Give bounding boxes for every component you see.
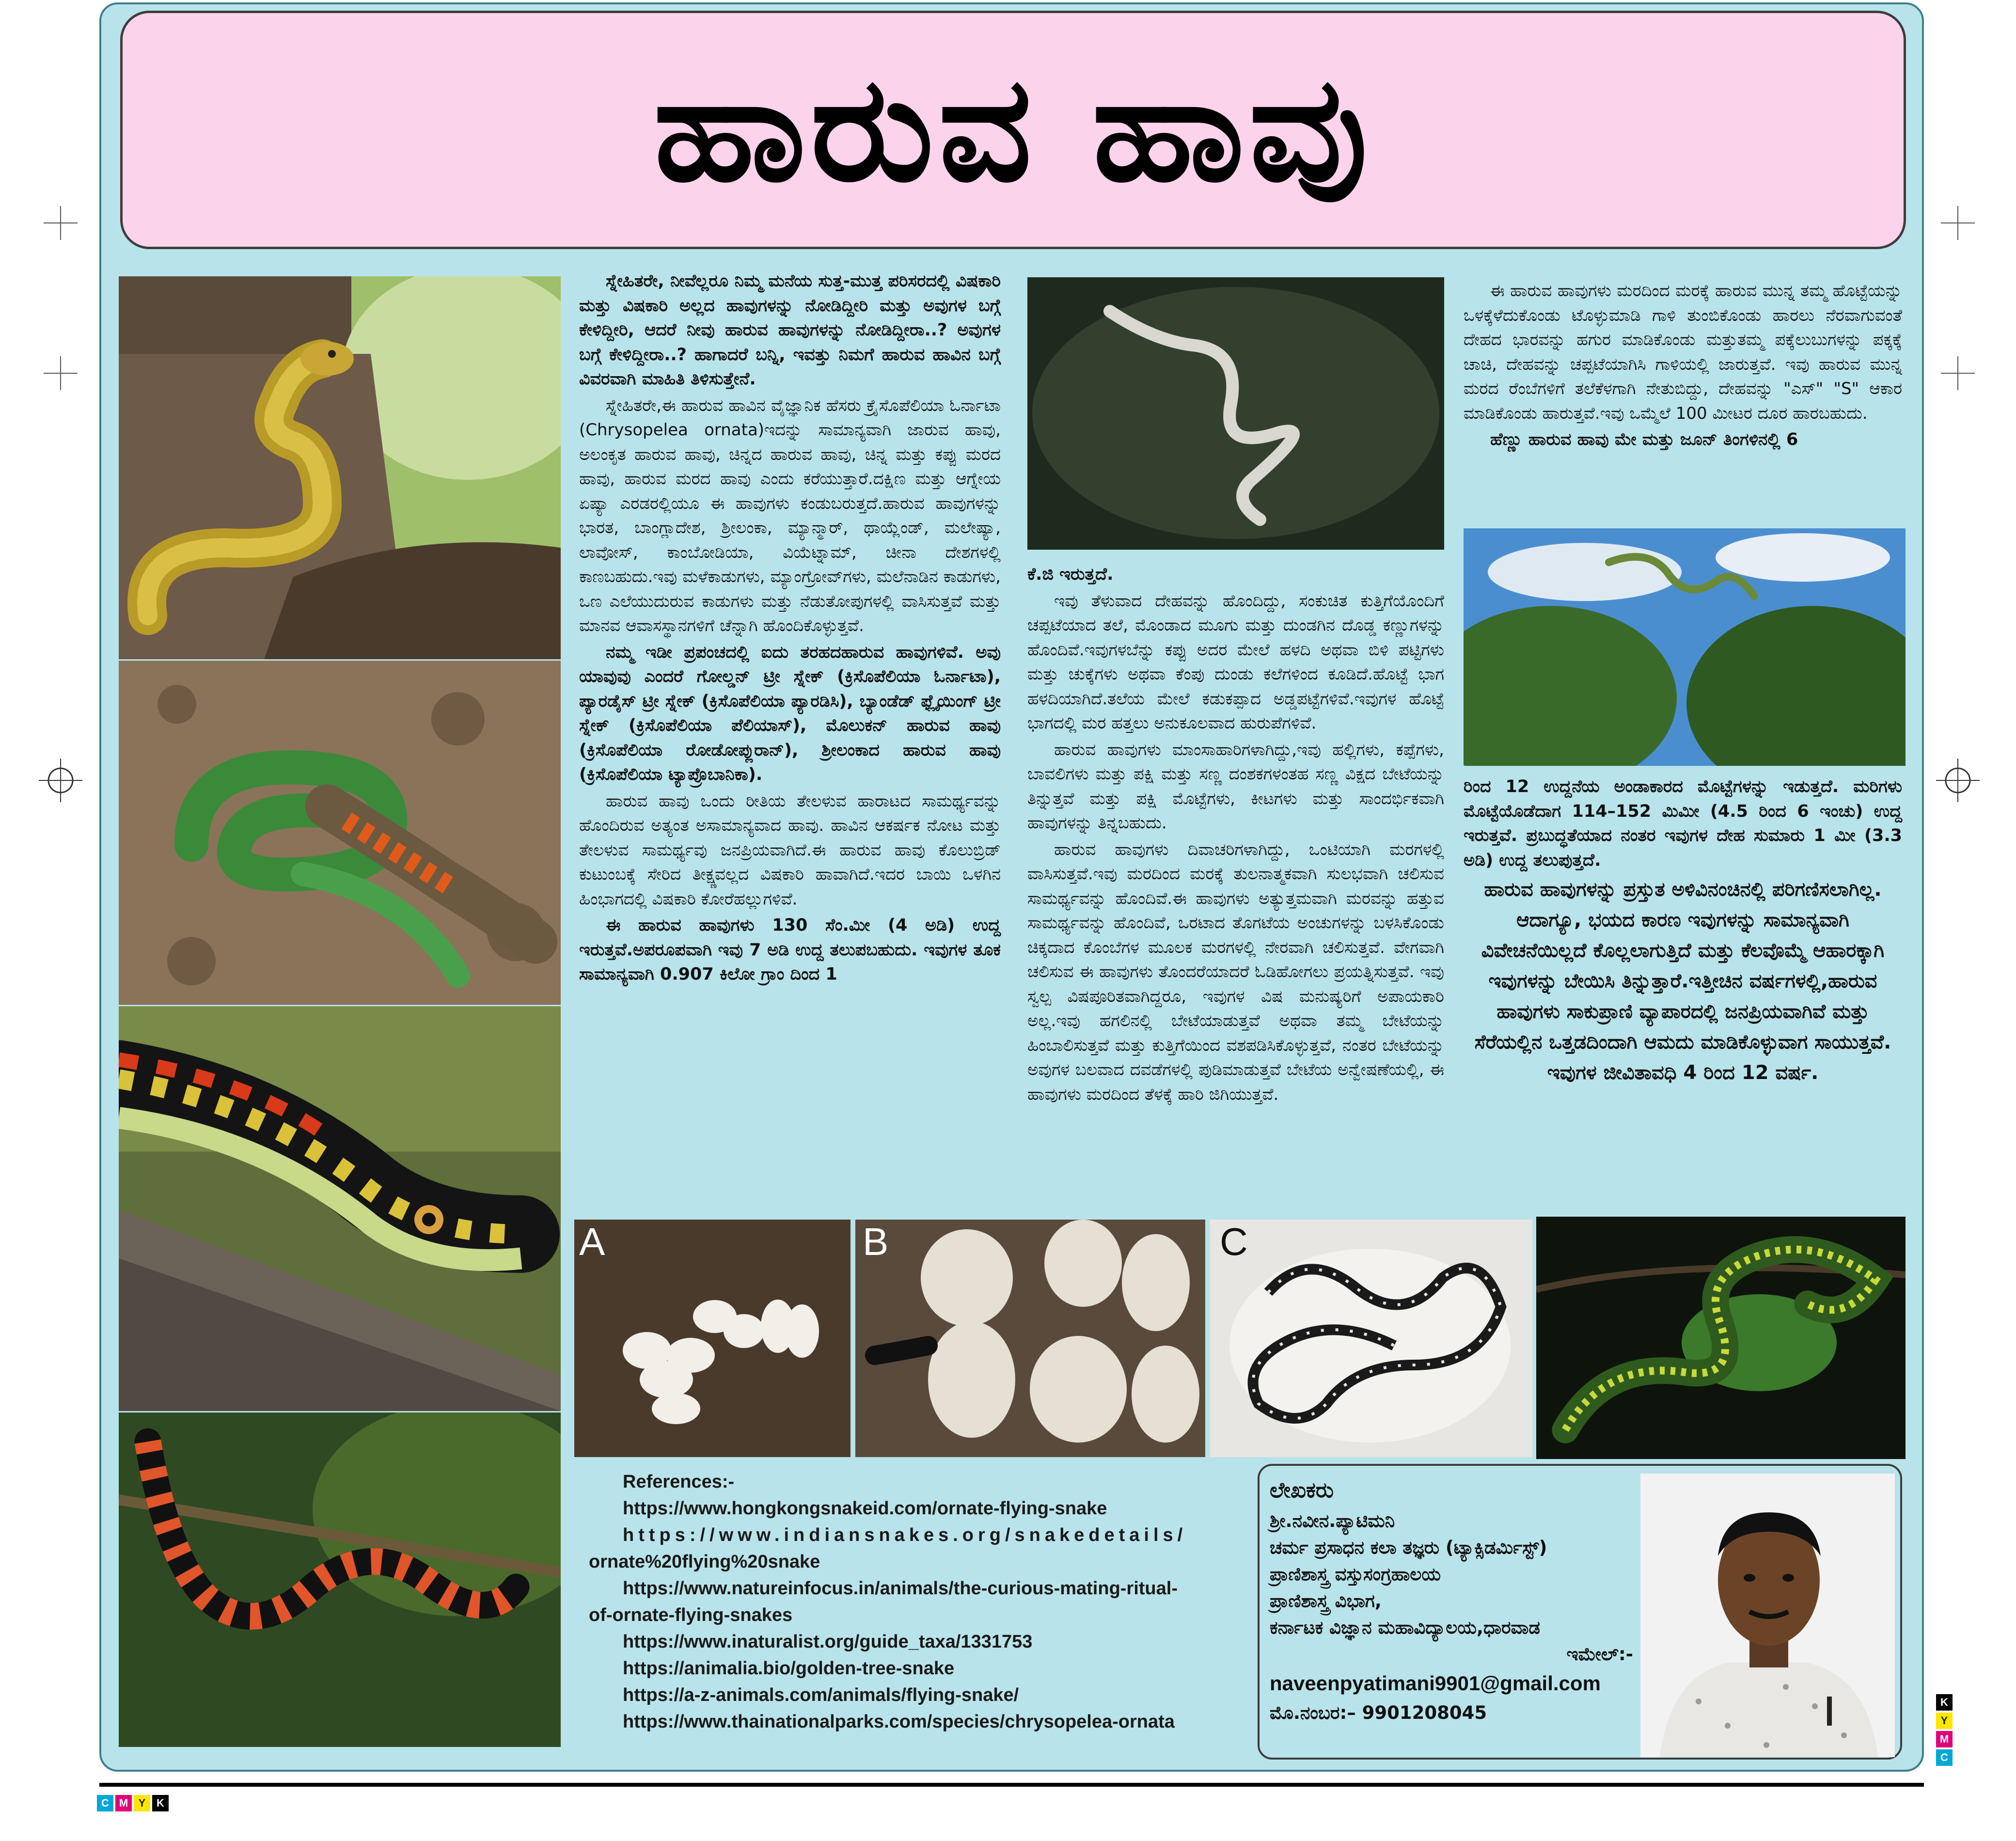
reference-link-continued[interactable]: ornate%20flying%20snake xyxy=(589,1552,820,1572)
photo-label-a: A xyxy=(579,1220,605,1263)
photo-flying-snake-gliding xyxy=(1027,277,1444,550)
paragraph-weight-end: ಕೆ.ಜಿ ಇರುತ್ತದೆ. xyxy=(1027,565,1114,584)
photo-hatchlings-c xyxy=(1210,1220,1532,1457)
crop-mark-left-2 xyxy=(44,356,78,390)
cmyk-swatch-magenta: M xyxy=(115,1795,132,1811)
photo-paradise-tree-snake xyxy=(1536,1217,1906,1459)
photo-snake-eating-lizard xyxy=(119,661,561,1005)
author-department: ಪ್ರಾಣಿಶಾಸ್ತ್ರ ವಿಭಾಗ, xyxy=(1270,1590,1382,1611)
reference-link[interactable]: https://www.indiansnakes.org/snakedetails/ xyxy=(623,1525,1187,1545)
article-column-2 xyxy=(1027,562,1444,1109)
author-heading: ಲೇಖಕರು xyxy=(1270,1478,1334,1503)
author-email-label: ಇಮೇಲ್:- xyxy=(1566,1644,1633,1665)
reference-link[interactable]: https://www.thainationalparks.com/species/chrysopelea-ornata xyxy=(623,1712,1175,1732)
paragraph-conservation: ಹಾರುವ ಹಾವುಗಳನ್ನು ಪ್ರಸ್ತುತ ಅಳಿವಿನಂಚಿನಲ್ಲಿ ಪರಿಗಣಿಸಲಾಗಿಲ್ಲ. ಆದಾಗ್ಯೂ, ಭಯದ ಕಾರಣ ಇವುಗಳನ್ನು ಸಾಮಾನ್ಯವಾಗಿ ವಿವೇಚನೆಯಿಲ್ಲದೆ ಕೊಲ್ಲಲಾಗುತ್ತಿದೆ ಮತ್ತು ಕೆಲವೊಮ್ಮೆ ಆಹಾರಕ್ಕಾಗಿ ಇವುಗಳನ್ನು ಬೇಯಿಸಿ ತಿನ್ನುತ್ತಾರೆ.ಇತ್ತೀಚಿನ ವರ್ಷಗಳಲ್ಲಿ,ಹಾರುವ ಹಾವುಗಳು ಸಾಕುಪ್ರಾಣಿ ವ್ಯಾಪಾರದಲ್ಲಿ ಜನಪ್ರಿಯವಾಗಿವೆ ಮತ್ತು ಸೆರೆಯಲ್ಲಿನ ಒತ್ತಡದಿಂದಾಗಿ ಆಮದು ಮಾಡಿಕೊಳ್ಳುವಾಗ ಸಾಯುತ್ತವೆ. ಇವುಗಳ ಜೀವಿತಾವಧಿ 4 ರಿಂದ 12 ವರ್ಷ. xyxy=(1474,878,1891,1084)
cmyk-bar-side xyxy=(1936,1694,1953,1766)
cmyk-swatch-yellow: Y xyxy=(134,1795,150,1811)
crop-mark-top-right xyxy=(1941,206,1975,240)
paragraph-diet: ಹಾರುವ ಹಾವುಗಳು ಮಾಂಸಾಹಾರಿಗಳಾಗಿದ್ದು,ಇವು ಹಲ್ಲಿಗಳು, ಕಪ್ಪೆಗಳು, ಬಾವಲಿಗಳು ಮತ್ತು ಪಕ್ಷಿ ಮತ್ತು ಸಣ್ಣ ದಂಶಕಗಳಂತಹ ಸಣ್ಣ ವಿಕ್ಷದ ಬೇಟೆಯನ್ನು ತಿನ್ನುತ್ತವೆ ಮತ್ತು ಪಕ್ಷಿ ಮೊಟ್ಟೆಗಳು, ಕೀಟಗಳು ಮತ್ತು ಸಾಂದರ್ಭಿಕವಾಗಿ ಹಾವುಗಳನ್ನು ತಿನ್ನಬಹುದು. xyxy=(1027,740,1444,833)
cmyk-swatch-black: K xyxy=(1936,1694,1953,1711)
author-designation: ಚರ್ಮ ಪ್ರಸಾಧನ ಕಲಾ ತಜ್ಞರು (ಟ್ಯಾಕ್ಸಿಡರ್ಮಿಸ್ಟ್) xyxy=(1270,1537,1547,1558)
registration-target-right xyxy=(1936,759,1980,802)
photo-eggs-a xyxy=(574,1220,850,1457)
article-column-3 xyxy=(1464,279,1902,454)
cmyk-swatch-black: K xyxy=(152,1795,169,1811)
author-photo xyxy=(1640,1474,1895,1757)
author-details xyxy=(1270,1474,1633,1726)
author-name: ಶ್ರೀ.ನವೀನ.ಪ್ಯಾಟಿಮನಿ xyxy=(1270,1510,1395,1531)
photo-label-c: C xyxy=(1220,1220,1248,1263)
references-section xyxy=(589,1469,1233,1735)
crop-mark-top-left xyxy=(44,206,78,240)
cmyk-swatch-cyan: C xyxy=(97,1795,113,1811)
article-column-3b xyxy=(1464,775,1902,1090)
title-banner xyxy=(120,11,1906,249)
crop-mark-right-2 xyxy=(1941,356,1975,390)
paragraph-gliding-ability: ಹಾರುವ ಹಾವು ಒಂದು ರೀತಿಯ ತೇಲಳುವ ಹಾರಾಟದ ಸಾಮರ್ಥ್ಯವನ್ನು ಹೊಂದಿರುವ ಅತ್ಯಂತ ಅಸಾಮಾನ್ಯವಾದ ಹಾವು. ಹಾವಿನ ಆಕರ್ಷಕ ನೋಟ ಮತ್ತು ತೇಲಳುವ ಸಾಮರ್ಥ್ಯವು ಜನಪ್ರಿಯವಾಗಿದೆ.ಈ ಹಾರುವ ಹಾವು ಕೊಲುಬ್ರಿಡ್ ಕುಟುಂಬಕ್ಕೆ ಸೇರಿದ ತೀಕ್ಷ್ಣವಲ್ಲದ ವಿಷಕಾರಿ ಹಾವಾಗಿದೆ.ಇದರ ಬಾಯಿ ಒಳಗಿನ ಹಿಂಭಾಗದಲ್ಲಿ ವಿಷಕಾರಿ ಕೋರೆಹಲ್ಲುಗಳಿವೆ. xyxy=(579,791,1001,909)
article-title: ಹಾರುವ ಹಾವು xyxy=(653,44,1373,214)
reference-link[interactable]: https://www.inaturalist.org/guide_taxa/1331753 xyxy=(623,1632,1033,1652)
photo-snake-in-sky xyxy=(1464,528,1906,766)
paragraph-behaviour: ಹಾರುವ ಹಾವುಗಳು ದಿವಾಚರಿಗಳಾಗಿದ್ದು, ಒಂಟಿಯಾಗಿ ಮರಗಳಲ್ಲಿ ವಾಸಿಸುತ್ತವೆ.ಇವು ಮರದಿಂದ ಮರಕ್ಕೆ ತುಲನಾತ್ಮಕವಾಗಿ ಸುಲಭವಾಗಿ ಚಲಿಸುವ ಸಾಮರ್ಥ್ಯವನ್ನು ಹೊಂದಿವೆ.ಈ ಹಾವುಗಳು ಅತ್ಯುತ್ತಮವಾಗಿ ಮರವನ್ನು ಹತ್ತುವ ಸಾಮರ್ಥ್ಯವನ್ನು ಹೊಂದಿವೆ, ಒರಟಾದ ತೊಗಟೆಯ ಅಂಚುಗಳನ್ನು ಬಳಸಿಕೊಂಡು ಚಿಕ್ಕದಾದ ಕೊಂಬೆಗಳ ಮೂಲಕ ಮರಗಳಲ್ಲಿ ನೇರವಾಗಿ ಚಲಿಸುತ್ತವೆ. ವೇಗವಾಗಿ ಚಲಿಸುವ ಈ ಹಾವುಗಳು ತೊಂದರೆಯಾದರೆ ಓಡಿಹೋಗಲು ಪ್ರಯತ್ನಿಸುತ್ತವೆ. ಇವು ಸ್ವಲ್ಪ ವಿಷಪೂರಿತವಾಗಿದ್ದರೂ, ಇವುಗಳ ವಿಷ ಮನುಷ್ಯರಿಗೆ ಅಪಾಯಕಾರಿ ಅಲ್ಲ.ಇವು ಹಗಲಿನಲ್ಲಿ ಬೇಟೆಯಾಡುತ್ತವೆ ಅಥವಾ ತಮ್ಮ ಬೇಟೆಯನ್ನು ಹಿಂಬಾಲಿಸುತ್ತವೆ ಮತ್ತು ಕುತ್ತಿಗೆಯಿಂದ ವಶಪಡಿಸಿಕೊಳ್ಳುತ್ತವೆ, ನಂತರ ಬೇಟೆಯನ್ನು ಅವುಗಳ ಬಲವಾದ ದವಡೆಗಳಲ್ಲಿ ಪುಡಿಮಾಡುತ್ತವೆ ಬೇಟೆಯ ಅನ್ವೇಷಣೆಯಲ್ಲಿ, ಈ ಹಾವುಗಳು ಮರದಿಂದ ತೆಳಕ್ಕೆ ಹಾರಿ ಜಿಗಿಯುತ್ತವೆ. xyxy=(1027,840,1444,1104)
author-phone: ಮೊ.ನಂಬರ:– 9901208045 xyxy=(1270,1702,1487,1723)
paragraph-five-species: ನಮ್ಮ ಇಡೀ ಪ್ರಪಂಚದಲ್ಲಿ ಐದು ತರಹದಹಾರುವ ಹಾವುಗಳಿವೆ. ಅವು ಯಾವುವು ಎಂದರೆ ಗೋಲ್ಡನ್ ಟ್ರೀ ಸ್ನೇಕ್ (ಕ್ರಿಸೊಪೆಲಿಯಾ ಓರ್ನಾಟಾ), ಪ್ಯಾರಡೈಸ್ ಟ್ರೀ ಸ್ನೇಕ್ (ಕ್ರಿಸೊಪೆಲಿಯಾ ಪ್ಯಾರಡಿಸಿ), ಬ್ಯಾಂಡೆಡ್ ಫ್ಲೈಯಿಂಗ್ ಟ್ರೀ ಸ್ನೇಕ್ (ಕ್ರಿಸೊಪೆಲಿಯಾ ಪೆಲಿಯಾಸ್), ಮೊಲುಕನ್ ಹಾರುವ ಹಾವು (ಕ್ರಿಸೊಪೆಲಿಯಾ ರೋಡೋಪ್ಲುರಾನ್), ಶ್ರೀಲಂಕಾದ ಹಾರುವ ಹಾವು (ಕ್ರಿಸೊಪೆಲಿಯಾ ಟ್ಯಾಪ್ರೊಬಾನಿಕಾ). xyxy=(579,642,1001,784)
cmyk-swatch-magenta: M xyxy=(1936,1731,1953,1747)
photo-banded-snake-branch xyxy=(119,1412,561,1747)
paragraph-appearance: ಇವು ತೆಳುವಾದ ದೇಹವನ್ನು ಹೊಂದಿದ್ದು, ಸಂಕುಚಿತ ಕುತ್ತಿಗೆಯೊಂದಿಗೆ ಚಪ್ಪಟೆಯಾದ ತಲೆ, ಮೊಂಡಾದ ಮೂಗು ಮತ್ತು ದುಂಡಗಿನ ದೊಡ್ಡ ಕಣ್ಣುಗಳನ್ನು ಹೊಂದಿವೆ.ಇವುಗಳಬೆನ್ನು ಕಪ್ಪು ಅದರ ಮೇಲೆ ಹಳದಿ ಅಥವಾ ಬಿಳಿ ಪಟ್ಟಿಗಳು ಮತ್ತು ಚುಕ್ಕೆಗಳು ಅಥವಾ ಕೆಂಪು ದುಂಡು ಕಲೆಗಳಿಂದ ಕೂಡಿದೆ.ಹೊಟ್ಟೆ ಭಾಗ ಹಳದಿಯಾಗಿದೆ.ತಲೆಯ ಮೇಲೆ ಕಡುಕಪ್ಪಾದ ಅಡ್ಡಪಟ್ಟೆಗಳಿವೆ.ಇವುಗಳ ಹೊಟ್ಟೆ ಭಾಗದಲ್ಲಿ ಮರ ಹತ್ತಲು ಅನುಕೂಲವಾದ ಹುರುಪೆಗಳಿವೆ. xyxy=(1027,591,1444,733)
reference-link-continued[interactable]: of-ornate-flying-snakes xyxy=(589,1605,793,1625)
photo-snake-head-closeup xyxy=(119,1006,561,1411)
author-museum: ಪ್ರಾಣಿಶಾಸ್ತ್ರ ವಸ್ತುಸಂಗ್ರಹಾಲಯ xyxy=(1270,1564,1441,1585)
reference-link[interactable]: https://www.natureinfocus.in/animals/the-curious-mating-ritual- xyxy=(623,1578,1178,1599)
reference-link[interactable]: https://a-z-animals.com/animals/flying-snake/ xyxy=(623,1685,1019,1705)
page-divider-line xyxy=(99,1783,1924,1787)
photo-label-b: B xyxy=(863,1220,889,1263)
references-heading: References:- xyxy=(623,1472,735,1492)
paragraph-gliding-method: ಈ ಹಾರುವ ಹಾವುಗಳು ಮರದಿಂದ ಮರಕ್ಕೆ ಹಾರುವ ಮುನ್ನ ತಮ್ಮ ಹೊಟ್ಟೆಯನ್ನು ಒಳಕ್ಕೆಳೆದುಕೊಂಡು ಟೊಳ್ಳುಮಾಡಿ ಗಾಳಿ ತುಂಬಿಕೊಂಡು ಹಾರಲು ನೆರವಾಗುವಂತೆ ದೇಹದ ಭಾರವನ್ನು ಹಗುರ ಮಾಡಿಕೊಂಡು ಮತ್ತುತಮ್ಮ ಪಕ್ಕೆಲುಬುಗಳನ್ನು ಪಕ್ಕಕ್ಕೆ ಚಾಚಿ, ದೇಹವನ್ನು ಚಪ್ಪಟೆಯಾಗಿಸಿ ಗಾಳಿಯಲ್ಲಿ ಜಾರುತ್ತವೆ. ಇವು ಹಾರುವ ಮುನ್ನ ಮರದ ರೆಂಬೆಗಳಿಗೆ ತಲೆಕೆಳಗಾಗಿ ನೇತುಬಿದ್ದು, ದೇಹವನ್ನು "ಎಸ್" "S" ಆಕಾರ ಮಾಡಿಕೊಂಡು ಹಾರುತ್ತವೆ.ಇವು ಒಮ್ಮೆಲೆ 100 ಮೀಟರ ದೂರ ಹಾರಬಹುದು. xyxy=(1464,281,1902,423)
intro-paragraph: ಸ್ನೇಹಿತರೇ, ನೀವೆಲ್ಲರೂ ನಿಮ್ಮ ಮನೆಯ ಸುತ್ತ-ಮುತ್ತ ಪರಿಸರದಲ್ಲಿ ವಿಷಕಾರಿ ಮತ್ತು ವಿಷಕಾರಿ ಅಲ್ಲದ ಹಾವುಗಳನ್ನು ನೋಡಿದ್ದೀರಿ ಮತ್ತು ಅವುಗಳ ಬಗ್ಗೆ ಕೇಳಿದ್ದೀರಿ, ಆದರೆ ನೀವು ಹಾರುವ ಹಾವುಗಳನ್ನು ನೋಡಿದ್ದೀರಾ..? ಅವುಗಳ ಬಗ್ಗೆ ಕೇಳಿದ್ದೀರಾ..? ಹಾಗಾದರೆ ಬನ್ನಿ, ಇವತ್ತು ನಿಮಗೆ ಹಾರುವ ಹಾವಿನ ಬಗ್ಗೆ ವಿವರವಾಗಿ ಮಾಹಿತಿ ತಿಳಿಸುತ್ತೇನೆ. xyxy=(579,271,1001,389)
paragraph-breeding-start: ಹೆಣ್ಣು ಹಾರುವ ಹಾವು ಮೇ ಮತ್ತು ಜೂನ್ ತಿಂಗಳಿನಲ್ಲಿ 6 xyxy=(1490,430,1798,449)
author-college: ಕರ್ನಾಟಕ ವಿಜ್ಞಾನ ಮಹಾವಿದ್ಯಾಲಯ,ಧಾರವಾಡ xyxy=(1270,1617,1540,1638)
cmyk-bar-bottom xyxy=(97,1795,169,1811)
paragraph-eggs: ರಿಂದ 12 ಉದ್ದನೆಯ ಅಂಡಾಕಾರದ ಮೊಟ್ಟೆಗಳನ್ನು ಇಡುತ್ತದೆ. ಮರಿಗಳು ಮೊಟ್ಟೆಯೊಡೆದಾಗ 114–152 ಮಿಮೀ (4.5 ರಿಂದ 6 ಇಂಚು) ಉದ್ದ ಇರುತ್ತವೆ. ಪ್ರಬುದ್ಧತೆಯಾದ ನಂತರ ಇವುಗಳ ದೇಹ ಸುಮಾರು 1 ಮೀ (3.3 ಅಡಿ) ಉದ್ದ ತಲುಪುತ್ತದೆ. xyxy=(1464,777,1902,870)
photo-eggs-b-hatching xyxy=(855,1220,1205,1457)
paragraph-scientific-name: ಸ್ನೇಹಿತರೇ,ಈ ಹಾರುವ ಹಾವಿನ ವೈಜ್ಞಾನಿಕ ಹೆಸರು ಕ್ರೈಸೊಪೆಲಿಯಾ ಓರ್ನಾಟಾ (Chrysopelea ornata)ಇದನ್ನು ಸಾಮಾನ್ಯವಾಗಿ ಜಾರುವ ಹಾವು, ಅಲಂಕೃತ ಹಾರುವ ಹಾವು, ಚಿನ್ನದ ಹಾರುವ ಹಾವು, ಚಿನ್ನ ಮತ್ತು ಕಪ್ಪು ಮರದ ಹಾವು, ಹಾರುವ ಮರದ ಹಾವು ಎಂದು ಕರೆಯುತ್ತಾರೆ.ದಕ್ಷಿಣ ಮತ್ತು ಆಗ್ನೇಯ ಏಷ್ಯಾ ಎರಡರಲ್ಲಿಯೂ ಈ ಹಾವುಗಳು ಕಂಡುಬರುತ್ತದೆ.ಹಾರುವ ಹಾವುಗಳನ್ನು ಭಾರತ, ಬಾಂಗ್ಲಾದೇಶ, ಶ್ರೀಲಂಕಾ, ಮ್ಯಾನ್ಮಾರ್, ಥಾಯ್ಲೆಂಡ್, ಮಲೇಷ್ಯಾ, ಲಾವೋಸ್, ಕಾಂಬೋಡಿಯಾ, ವಿಯೆಟ್ನಾಮ್, ಚೀನಾ ದೇಶಗಳಲ್ಲಿ ಕಾಣಬಹುದು.ಇವು ಮಳೆಕಾಡುಗಳು, ಮ್ಯಾಂಗ್ರೋವ್‌ಗಳು, ಮಲೆನಾಡಿನ ಕಾಡುಗಳು, ಒಣ ಎಲೆಯುದುರುವ ಕಾಡುಗಳು ಮತ್ತು ನೆಡುತೋಪುಗಳಲ್ಲಿ ವಾಸಿಸುತ್ತವೆ ಮತ್ತು ಮಾನವ ಆವಾಸಸ್ಥಾನಗಳಿಗೆ ಚೆನ್ನಾಗಿ ಹೊಂದಿಕೊಳ್ಳುತ್ತವೆ. xyxy=(579,396,1001,635)
photo-golden-tree-snake xyxy=(119,276,561,659)
author-email[interactable]: naveenpyatimani9901@gmail.com xyxy=(1270,1672,1601,1695)
registration-target-left xyxy=(39,759,82,802)
cmyk-swatch-yellow: Y xyxy=(1936,1713,1953,1729)
paragraph-size: ಈ ಹಾರುವ ಹಾವುಗಳು 130 ಸೆಂ.ಮೀ (4 ಅಡಿ) ಉದ್ದ ಇರುತ್ತವೆ.ಅಪರೂಪವಾಗಿ ಇವು 7 ಅಡಿ ಉದ್ದ ತಲುಪಬಹುದು. ಇವುಗಳ ತೂಕ ಸಾಮಾನ್ಯವಾಗಿ 0.907 ಕಿಲೋ ಗ್ರಾಂ ದಿಂದ 1 xyxy=(579,916,1001,984)
reference-link[interactable]: https://animalia.bio/golden-tree-snake xyxy=(623,1658,955,1679)
reference-link[interactable]: https://www.hongkongsnakeid.com/ornate-flying-snake xyxy=(623,1498,1107,1519)
cmyk-swatch-cyan: C xyxy=(1936,1749,1953,1766)
article-column-1 xyxy=(579,269,1001,989)
